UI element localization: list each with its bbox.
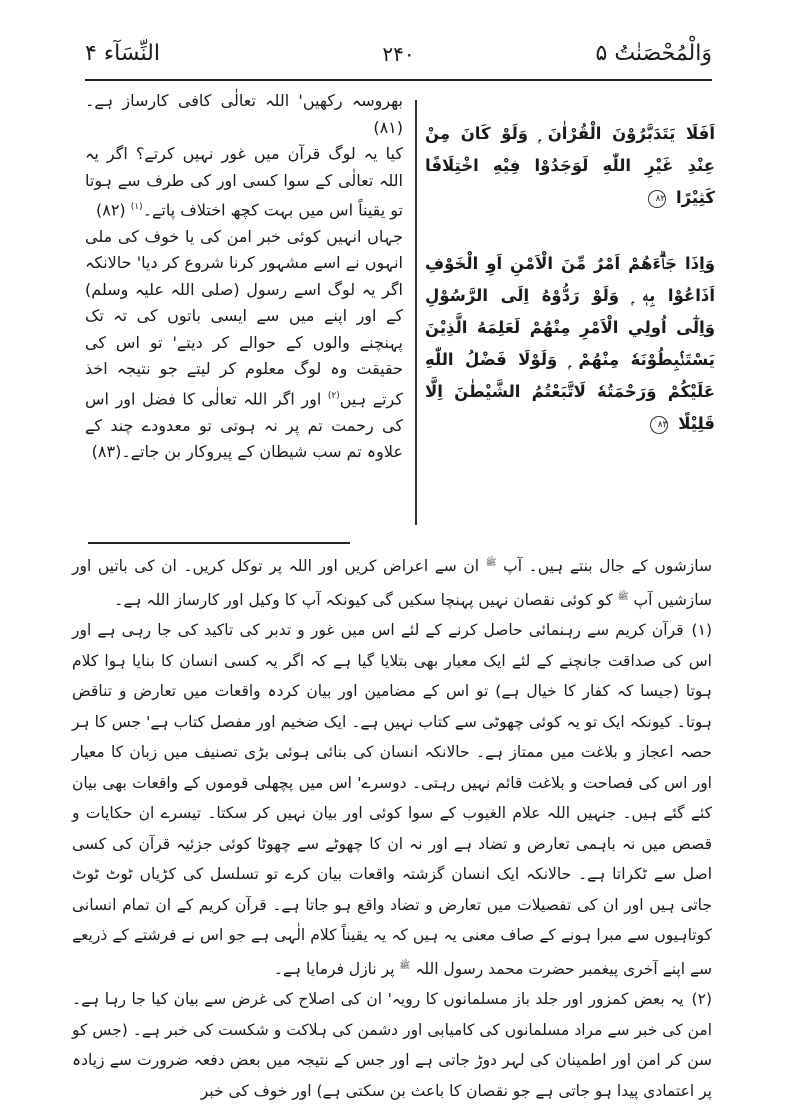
juz-name: وَالْمُحْصَنٰتُ ۵ bbox=[595, 41, 712, 66]
translation-text: کیا یہ لوگ قرآن میں غور نہیں کرتے؟ اگر یہ اللہ تعالٰی کے سوا کسی اور کی طرف سے ہوتا تو یقیناً اس میں بہت کچھ اختلاف پاتے۔ bbox=[85, 144, 403, 220]
verse-number: (۸۲) bbox=[95, 200, 131, 220]
salawat-icon: ﷺ bbox=[485, 558, 497, 568]
footnote-number: (۲) bbox=[691, 990, 712, 1009]
salawat-icon: ﷺ bbox=[399, 960, 411, 971]
ayah-83 bbox=[425, 248, 715, 440]
surah-name: النِّسَآء ۴ bbox=[85, 41, 160, 66]
footnote-2 bbox=[72, 984, 712, 1106]
footnote-continuation bbox=[72, 548, 712, 615]
salawat-icon: ﷺ bbox=[617, 591, 629, 602]
footnote-ref[interactable]: (۲) bbox=[327, 390, 340, 401]
footnote-text: ان سے اعراض کریں اور اللہ پر توکل کریں۔ ان کی باتیں اور سازشیں آپ bbox=[72, 557, 712, 609]
translation-paragraph bbox=[85, 224, 403, 466]
footnote-number: (۱) bbox=[691, 621, 712, 640]
translation-paragraph: بھروسہ رکھیں' اللہ تعالٰی کافی کارساز ہے۔(۸۱) bbox=[85, 91, 403, 137]
footnote-text: سازشوں کے جال بنتے ہیں۔ آپ bbox=[503, 557, 712, 576]
column-divider bbox=[415, 100, 417, 525]
ayah-82 bbox=[425, 118, 715, 214]
footnotes-section bbox=[72, 548, 712, 1106]
footnote-text: قرآن کریم سے رہنمائی حاصل کرنے کے لئے اس میں غور و تدبر کی تاکید کی جا رہی ہے اور اس کی صداقت جانچنے کے لئے ایک معیار بھی بتلایا گیا ہے کہ اگر یہ کسی انسان کا بنایا ہوا کلام ہوتا (جیسا کہ کفار کا خیال ہے) تو اس کے مضامین اور بیان کردہ واقعات میں تعارض و تناقض ہوتا۔ کیونکہ ایک تو یہ کوئی چھوٹی سے کتاب نہیں ہے۔ ایک ضخیم اور مفصل کتاب ہے' جس کا ہر حصہ اعجاز و بلاغت میں ممتاز ہے۔ حالانکہ انسان کی بنائی ہوئی بڑی تصنیف میں زبان کا معیار اور اس کی فصاحت و بلاغت قائم نہیں رہتی۔ دوسرے' اس میں پچھلی قوموں کے واقعات بھی بیان کئے گئے ہیں۔ جنہیں اللہ علام الغیوب کے سوا کوئی اور بیان نہیں کر سکتا۔ تیسرے ان حکایات و قصص میں نہ باہمی تعارض و تضاد ہے اور نہ ان کا چھوٹے سے چھوٹا کوئی جزئیہ قرآن کی کسی اصل سے ٹکراتا ہے۔ حالانکہ ایک انسان گزشتہ واقعات بیان کرے تو تسلسل کی کڑیاں ٹوٹ ٹوٹ جاتی ہیں اور ان کی تفصیلات میں تعارض و تضاد واقع ہو جاتا ہے۔ قرآن کریم کے ان تمام انسانی کوتاہیوں سے مبرا ہونے کے صاف معنی یہ ہیں کہ یہ یقیناً کلام الٰہی ہے جو اس نے فرشتے کے ذریعے سے اپنے آخری پیغمبر حضرت محمد رسول اللہ bbox=[72, 621, 712, 978]
header-rule bbox=[85, 79, 712, 81]
translation-text: اور اگر اللہ تعالٰی کا فضل اور اس کی رحمت تم پر نہ ہوتی تو معدودے چند کے علاوہ تم سب شیطان کے پیروکار بن جاتے۔(۸۳) bbox=[85, 389, 403, 462]
footnote-ref[interactable]: (۱) bbox=[130, 202, 143, 212]
page-number: ۲۴۰ bbox=[382, 42, 415, 66]
ayah-text: وَاِذَا جَاۗءَھُمْ اَمْرٌ مِّنَ الْاَمْنِ اَوِ الْخَوْفِ اَذَاعُوْا بِهٖ ۭ وَلَوْ رَدُّوْهُ اِلَى الرَّسُوْلِ وَاِلٰٓى اُولِي الْاَمْرِ مِنْھُمْ لَعَلِمَهُ الَّذِيْنَ يَسْتَنْۢبِطُوْنَهٗ مِنْھُمْ ۭ وَلَوْلَا فَضْلُ اللّٰهِ عَلَيْكُمْ وَرَحْمَتُهٗ لَاتَّبَعْتُمُ الشَّيْطٰنَ اِلَّا قَلِيْلًا bbox=[425, 254, 715, 433]
ayah-text: اَفَلَا يَتَدَبَّرُوْنَ الْقُرْاٰنَ ۭ وَلَوْ كَانَ مِنْ عِنْدِ غَيْرِ اللّٰهِ لَوَجَدُوْا فِيْهِ اخْتِلَافًا كَثِيْرًا bbox=[425, 124, 715, 207]
page-header bbox=[85, 36, 712, 76]
footnote-1 bbox=[72, 615, 712, 984]
ayah-end-marker-icon: ۸۳ bbox=[650, 416, 668, 434]
translation-text: جہاں انہیں کوئی خبر امن کی یا خوف کی ملی انہوں نے اسے مشہور کرنا شروع کر دیا' حالانکہ اگر یہ لوگ اسے رسول (صلی اللہ علیہ وسلم) کے اور اپنے میں سے ایسی باتوں کی تہ تک پہنچنے والوں کے حوالے کر دیتے' تو اس کی حقیقت وہ لوگ معلوم کر لیتے جو نتیجہ اخذ کرتے ہیں bbox=[85, 226, 403, 409]
footnote-text: کو کوئی نقصان نہیں پہنچا سکیں گی کیونکہ آپ کا وکیل اور کارساز اللہ ہے۔ bbox=[114, 590, 613, 609]
footnote-text: یہ بعض کمزور اور جلد باز مسلمانوں کا رویہ' ان کی اصلاح کی غرض سے بیان کیا جا رہا ہے۔ امن کی خبر سے مراد مسلمانوں کی کامیابی اور دشمن کی ہلاکت و شکست کی خبر ہے۔ (جس کو سن کر امن اور اطمینان کی لہر دوڑ جاتی ہے اور جس کے نتیجہ میں بعض دفعہ ضرورت سے زیادہ پر اعتمادی پیدا ہو جاتی ہے جو نقصان کا باعث بن سکتی ہے) اور خوف کی خبر bbox=[72, 990, 712, 1100]
footnote-separator bbox=[88, 542, 350, 544]
urdu-translation-column bbox=[85, 88, 403, 466]
footnote-text: پر نازل فرمایا ہے۔ bbox=[273, 959, 395, 978]
translation-paragraph bbox=[85, 141, 403, 224]
arabic-text-column bbox=[425, 118, 715, 474]
ayah-end-marker-icon: ۸۲ bbox=[648, 190, 666, 208]
